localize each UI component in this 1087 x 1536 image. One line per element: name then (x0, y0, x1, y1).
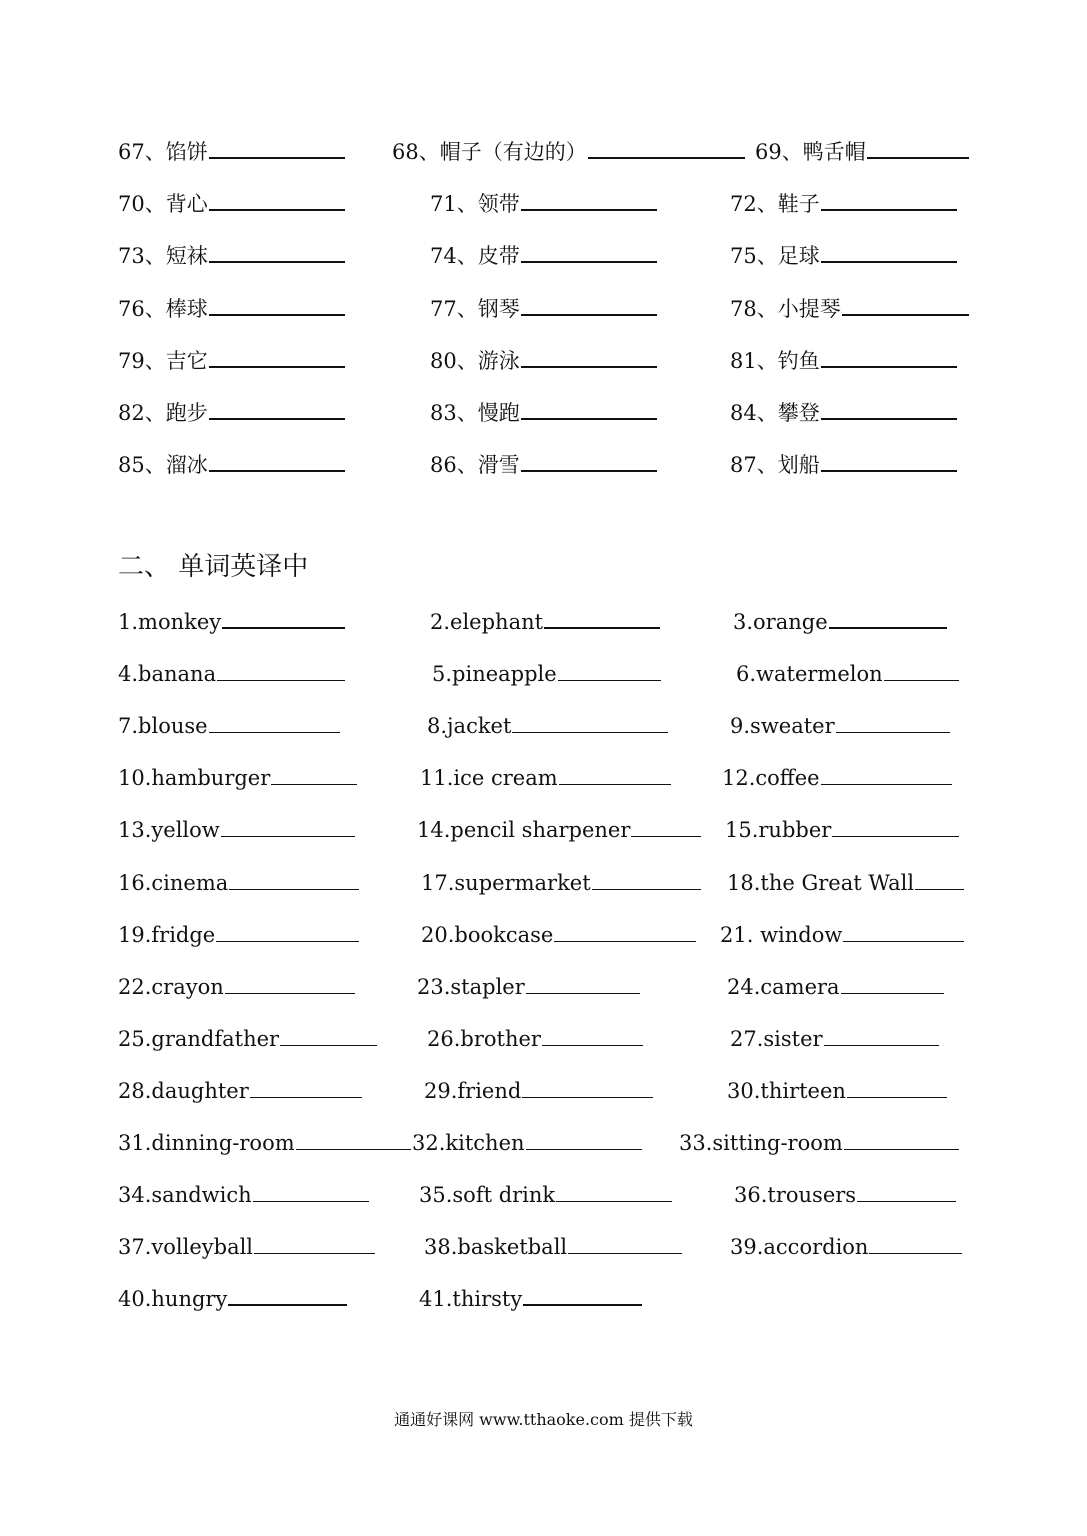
question-item (730, 184, 957, 224)
question-item (417, 810, 701, 850)
question-item (118, 1019, 377, 1059)
question-row (0, 445, 1087, 485)
answer-blank[interactable] (209, 732, 340, 733)
question-item (427, 1019, 643, 1059)
question-label: 41.thirsty (419, 1287, 523, 1312)
question-label: 75、足球 (730, 244, 820, 269)
answer-blank[interactable] (821, 784, 952, 785)
question-item (412, 1123, 642, 1163)
question-label: 38.basketball (424, 1235, 568, 1260)
question-item (118, 863, 359, 903)
answer-blank[interactable] (556, 1201, 672, 1202)
question-row (0, 393, 1087, 433)
question-item (430, 602, 660, 642)
question-item (118, 341, 345, 381)
answer-blank[interactable] (844, 1149, 959, 1150)
question-label: 68、帽子（有边的） (392, 140, 587, 164)
answer-blank[interactable] (588, 157, 745, 159)
question-label: 6.watermelon (736, 662, 883, 687)
question-label: 71、领带 (430, 192, 520, 217)
question-row (0, 1227, 1087, 1267)
question-label: 67、馅饼 (118, 140, 208, 164)
question-row (0, 1175, 1087, 1215)
question-item (722, 758, 952, 798)
question-row (0, 1019, 1087, 1059)
question-item (430, 289, 657, 329)
answer-blank[interactable] (523, 1304, 642, 1306)
question-label: 8.jacket (427, 714, 512, 739)
answer-blank[interactable] (209, 418, 345, 420)
question-item (679, 1123, 959, 1163)
answer-blank[interactable] (521, 366, 657, 368)
answer-blank[interactable] (222, 627, 345, 629)
question-item (730, 706, 950, 746)
question-item (727, 863, 964, 903)
question-item (727, 1071, 947, 1111)
question-item (430, 236, 657, 276)
question-item (419, 1175, 672, 1215)
question-item (730, 289, 969, 329)
question-label: 5.pineapple (432, 662, 557, 687)
question-row (0, 1279, 1087, 1319)
answer-blank[interactable] (829, 627, 947, 629)
question-row (0, 236, 1087, 276)
answer-blank[interactable] (250, 1097, 362, 1098)
answer-blank[interactable] (229, 889, 359, 890)
question-label: 20.bookcase (421, 922, 554, 947)
question-label: 74、皮带 (430, 244, 520, 269)
question-item (118, 1227, 375, 1267)
answer-blank[interactable] (821, 418, 957, 420)
question-item (118, 602, 345, 642)
question-label: 1.monkey (118, 610, 222, 634)
answer-blank[interactable] (884, 680, 959, 681)
question-item (118, 184, 345, 224)
question-row (0, 863, 1087, 903)
question-label: 87、划船 (730, 453, 820, 478)
answer-blank[interactable] (843, 941, 964, 942)
question-item (421, 915, 696, 955)
answer-blank[interactable] (821, 366, 957, 368)
question-label: 36.trousers (734, 1183, 857, 1208)
question-label: 10.hamburger (118, 766, 271, 791)
question-item (730, 393, 957, 433)
question-label: 17.supermarket (421, 870, 591, 895)
answer-blank[interactable] (821, 209, 957, 211)
question-item (430, 184, 657, 224)
answer-blank[interactable] (521, 209, 657, 211)
answer-blank[interactable] (253, 1201, 369, 1202)
question-row (0, 810, 1087, 850)
question-row (0, 654, 1087, 694)
question-label: 19.fridge (118, 922, 216, 947)
question-item (432, 654, 661, 694)
question-item (430, 341, 657, 381)
question-item (424, 1227, 682, 1267)
question-item (427, 706, 668, 746)
answer-blank[interactable] (296, 1149, 411, 1150)
question-label: 16.cinema (118, 870, 229, 895)
question-item (421, 863, 701, 903)
question-item (424, 1071, 653, 1111)
question-label: 23.stapler (417, 974, 525, 999)
question-item (118, 706, 340, 746)
question-item (118, 445, 345, 485)
question-row (0, 132, 1087, 172)
question-item (730, 341, 957, 381)
question-item (392, 132, 745, 172)
answer-blank[interactable] (512, 732, 668, 733)
section-2-title: 二、 单词英译中 (118, 552, 309, 582)
answer-blank[interactable] (225, 993, 355, 994)
question-item (118, 393, 345, 433)
answer-blank[interactable] (271, 784, 357, 785)
question-label: 77、钢琴 (430, 296, 520, 321)
answer-blank[interactable] (522, 1097, 653, 1098)
question-item (118, 1071, 362, 1111)
question-label: 14.pencil sharpener (417, 818, 631, 843)
question-item (118, 967, 355, 1007)
question-label: 7.blouse (118, 714, 208, 739)
answer-blank[interactable] (521, 261, 657, 263)
question-label: 35.soft drink (419, 1183, 556, 1208)
question-label: 26.brother (427, 1026, 541, 1051)
answer-blank[interactable] (558, 680, 661, 681)
answer-blank[interactable] (221, 836, 355, 837)
answer-blank[interactable] (915, 889, 964, 890)
question-label: 21. window (720, 922, 843, 947)
question-label: 72、鞋子 (730, 192, 820, 217)
question-row (0, 1123, 1087, 1163)
question-label: 15.rubber (725, 818, 832, 843)
question-row (0, 1071, 1087, 1111)
page-footer: 通通好课网 www.tthaoke.com 提供下载 (394, 1410, 693, 1429)
question-item (733, 602, 947, 642)
question-label: 83、慢跑 (430, 401, 520, 425)
question-label: 24.camera (727, 974, 840, 999)
question-item (118, 915, 359, 955)
question-row (0, 706, 1087, 746)
answer-blank[interactable] (841, 993, 944, 994)
question-label: 39.accordion (730, 1235, 869, 1260)
answer-blank[interactable] (544, 627, 660, 629)
question-label: 70、背心 (118, 192, 208, 217)
question-label: 86、滑雪 (430, 453, 520, 478)
question-label: 73、短袜 (118, 244, 208, 269)
question-label: 78、小提琴 (730, 296, 841, 321)
answer-blank[interactable] (254, 1253, 375, 1254)
question-item (420, 758, 671, 798)
question-item (118, 1175, 369, 1215)
answer-blank[interactable] (209, 366, 345, 368)
question-row (0, 915, 1087, 955)
question-label: 82、跑步 (118, 401, 208, 425)
question-label: 80、游泳 (430, 348, 520, 373)
question-label: 13.yellow (118, 818, 220, 843)
answer-blank[interactable] (521, 418, 657, 420)
question-label: 85、溜冰 (118, 453, 208, 478)
question-label: 11.ice cream (420, 766, 558, 791)
question-item (730, 1227, 962, 1267)
question-item (725, 810, 959, 850)
question-row (0, 341, 1087, 381)
question-item (118, 289, 345, 329)
answer-blank[interactable] (542, 1045, 643, 1046)
question-label: 84、攀登 (730, 401, 820, 425)
answer-blank[interactable] (521, 470, 657, 472)
answer-blank[interactable] (526, 1149, 642, 1150)
answer-blank[interactable] (869, 1253, 962, 1254)
answer-blank[interactable] (559, 784, 671, 785)
question-label: 2.elephant (430, 610, 544, 634)
question-item (430, 445, 657, 485)
answer-blank[interactable] (217, 680, 345, 681)
question-row (0, 602, 1087, 642)
question-label: 30.thirteen (727, 1078, 846, 1103)
answer-blank[interactable] (832, 836, 959, 837)
question-item (734, 1175, 956, 1215)
answer-blank[interactable] (280, 1045, 377, 1046)
question-item (755, 132, 969, 172)
question-item (430, 393, 657, 433)
question-item (118, 758, 357, 798)
answer-blank[interactable] (821, 261, 957, 263)
question-item (118, 1279, 347, 1319)
answer-blank[interactable] (592, 889, 701, 890)
answer-blank[interactable] (209, 470, 345, 472)
question-label: 3.orange (733, 610, 828, 634)
question-row (0, 758, 1087, 798)
question-label: 31.dinning-room (118, 1131, 295, 1155)
question-label: 22.crayon (118, 974, 224, 999)
question-label: 12.coffee (722, 766, 820, 791)
question-label: 29.friend (424, 1078, 522, 1103)
question-label: 79、吉它 (118, 348, 208, 373)
question-label: 18.the Great Wall (727, 870, 915, 895)
answer-blank[interactable] (209, 314, 345, 316)
question-item (118, 132, 345, 172)
question-item (736, 654, 959, 694)
question-label: 27.sister (730, 1026, 823, 1051)
question-item (419, 1279, 642, 1319)
answer-blank[interactable] (847, 1097, 947, 1098)
question-item (417, 967, 640, 1007)
answer-blank[interactable] (857, 1201, 956, 1202)
question-label: 81、钓鱼 (730, 348, 820, 373)
answer-blank[interactable] (824, 1045, 939, 1046)
question-label: 76、棒球 (118, 296, 208, 321)
question-label: 69、鸭舌帽 (755, 140, 866, 164)
answer-blank[interactable] (216, 941, 359, 942)
question-label: 37.volleyball (118, 1235, 254, 1260)
question-row (0, 289, 1087, 329)
question-item (118, 654, 345, 694)
answer-blank[interactable] (568, 1253, 682, 1254)
question-label: 9.sweater (730, 714, 835, 739)
question-item (727, 967, 944, 1007)
question-label: 4.banana (118, 662, 217, 687)
answer-blank[interactable] (526, 993, 640, 994)
question-item (730, 445, 957, 485)
question-item (730, 1019, 939, 1059)
question-item (720, 915, 964, 955)
answer-blank[interactable] (631, 836, 701, 837)
answer-blank[interactable] (821, 470, 957, 472)
answer-blank[interactable] (228, 1304, 347, 1306)
answer-blank[interactable] (842, 314, 969, 316)
question-label: 40.hungry (118, 1287, 228, 1312)
question-item (118, 810, 355, 850)
question-row (0, 184, 1087, 224)
answer-blank[interactable] (209, 157, 345, 159)
question-row (0, 967, 1087, 1007)
answer-blank[interactable] (209, 261, 345, 263)
question-label: 32.kitchen (412, 1131, 525, 1155)
question-label: 34.sandwich (118, 1183, 252, 1208)
question-item (118, 1123, 411, 1163)
question-item (730, 236, 957, 276)
question-label: 28.daughter (118, 1078, 249, 1103)
answer-blank[interactable] (836, 732, 950, 733)
answer-blank[interactable] (554, 941, 696, 942)
answer-blank[interactable] (209, 209, 345, 211)
question-item (118, 236, 345, 276)
question-label: 25.grandfather (118, 1026, 280, 1051)
answer-blank[interactable] (521, 314, 657, 316)
answer-blank[interactable] (867, 157, 969, 159)
question-label: 33.sitting-room (679, 1131, 843, 1155)
